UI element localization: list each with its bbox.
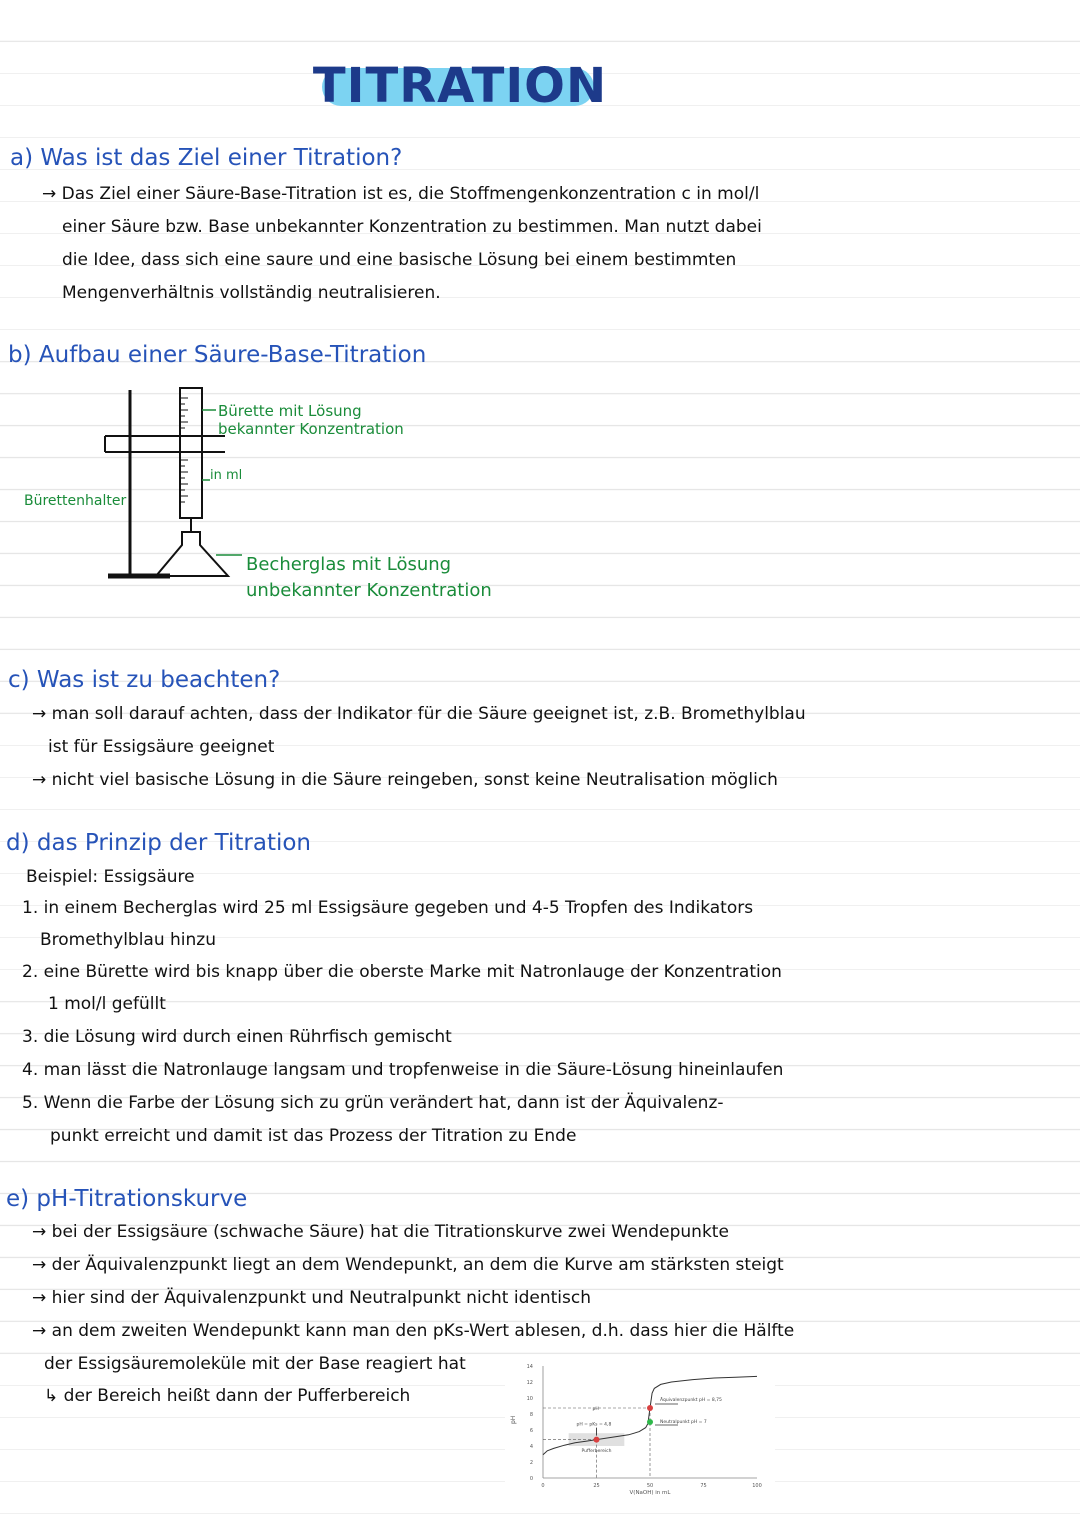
section-e-heading: e) pH-Titrationskurve xyxy=(6,1186,248,1212)
chart-x-tick-label: 0 xyxy=(541,1483,545,1489)
beaker-label: Becherglas mit Lösung unbekannter Konzentration xyxy=(246,554,492,601)
chart-y-tick-label: 0 xyxy=(529,1476,533,1482)
titration-curve-chart xyxy=(505,1358,775,1498)
section-d-line: 3. die Lösung wird durch einen Rührfisch gemischt xyxy=(22,1027,452,1047)
chart-xlabel: V(NaOH) in mL xyxy=(629,1490,671,1496)
section-c-line: ist für Essigsäure geeignet xyxy=(48,737,275,757)
chart-point xyxy=(647,1419,653,1425)
burette-scale xyxy=(180,398,188,502)
section-e-line: der Essigsäuremoleküle mit der Base reagiert hat xyxy=(44,1354,466,1374)
chart-y-tick-label: 14 xyxy=(526,1364,533,1370)
section-a-line: einer Säure bzw. Base unbekannter Konzentration zu bestimmen. Man nutzt dabei xyxy=(62,217,762,237)
section-e-line: → an dem zweiten Wendepunkt kann man den pKs-Wert ablesen, d.h. dass hier die Hälfte xyxy=(32,1321,795,1341)
section-d-line: 5. Wenn die Farbe der Lösung sich zu grün verändert hat, dann ist der Äquivalenz- xyxy=(22,1093,724,1113)
section-c-line: → nicht viel basische Lösung in die Säure reingeben, sonst keine Neutralisation möglich xyxy=(32,770,778,790)
chart-neutral-label: Neutralpunkt pH = 7 xyxy=(660,1420,707,1425)
chart-ph-label: pH xyxy=(592,1407,599,1412)
chart-y-tick-label: 12 xyxy=(526,1380,533,1386)
chart-buffer-label: Pufferbereich xyxy=(581,1449,612,1454)
chart-ylabel: pH xyxy=(510,1415,517,1424)
chart-x-tick-label: 25 xyxy=(593,1483,600,1489)
chart-y-tick-label: 2 xyxy=(529,1460,533,1466)
section-e-line: → bei der Essigsäure (schwache Säure) hat die Titrationskurve zwei Wendepunkte xyxy=(32,1222,729,1242)
holder-label: Bürettenhalter xyxy=(24,493,127,509)
section-a-line: die Idee, dass sich eine saure und eine basische Lösung bei einem bestimmten xyxy=(62,250,737,270)
chart-pks-label: pH = pKs = 4,8 xyxy=(576,1422,612,1428)
section-d-line: 4. man lässt die Natronlauge langsam und tropfenweise in die Säure-Lösung hineinlaufen xyxy=(22,1060,784,1080)
chart-x-tick-label: 50 xyxy=(646,1483,654,1489)
section-e-line: → hier sind der Äquivalenzpunkt und Neutralpunkt nicht identisch xyxy=(32,1288,591,1308)
chart-y-tick-label: 10 xyxy=(526,1396,533,1402)
section-c-line: → man soll darauf achten, dass der Indikator für die Säure geeignet ist, z.B. Bromethylblau xyxy=(32,704,806,724)
section-e-line: → der Äquivalenzpunkt liegt an dem Wendepunkt, an dem die Kurve am stärksten steigt xyxy=(32,1255,784,1275)
chart-x-tick-label: 100 xyxy=(752,1483,762,1489)
section-a-heading: a) Was ist das Ziel einer Titration? xyxy=(10,145,403,171)
section-d-line: 2. eine Bürette wird bis knapp über die oberste Marke mit Natronlauge der Konzentration xyxy=(22,962,782,982)
section-d-line: punkt erreicht und damit ist das Prozess der Titration zu Ende xyxy=(50,1126,577,1146)
section-a-line: Mengenverhältnis vollständig neutralisieren. xyxy=(62,283,441,303)
page-title: TITRATION xyxy=(312,58,608,114)
section-b-heading: b) Aufbau einer Säure-Base-Titration xyxy=(8,342,427,368)
section-d-line: 1. in einem Becherglas wird 25 ml Essigsäure gegeben und 4-5 Tropfen des Indikators xyxy=(22,898,754,918)
chart-x-tick-label: 75 xyxy=(700,1483,707,1489)
chart-point xyxy=(594,1437,600,1443)
section-e-line: ↳ der Bereich heißt dann der Pufferbereich xyxy=(44,1386,411,1406)
erlenmeyer-flask xyxy=(156,532,228,576)
section-d-line: 1 mol/l gefüllt xyxy=(48,994,166,1014)
section-d-heading: d) das Prinzip der Titration xyxy=(6,830,312,856)
chart-equivalence-label: Äquivalenzpunkt pH = 8,75 xyxy=(660,1398,722,1403)
burette-unit-label: in ml xyxy=(210,468,243,483)
section-c-heading: c) Was ist zu beachten? xyxy=(8,667,281,693)
chart-y-tick-label: 8 xyxy=(529,1412,533,1418)
section-a-line: → Das Ziel einer Säure-Base-Titration ist es, die Stoffmengenkonzentration c in mol/l xyxy=(42,184,760,204)
section-d-line: Bromethylblau hinzu xyxy=(40,930,217,950)
chart-point xyxy=(647,1405,653,1411)
chart-y-tick-label: 4 xyxy=(529,1444,533,1450)
chart-y-tick-label: 6 xyxy=(529,1428,533,1434)
section-d-example: Beispiel: Essigsäure xyxy=(26,867,195,887)
burette-label: Bürette mit Lösung bekannter Konzentration xyxy=(218,402,404,438)
